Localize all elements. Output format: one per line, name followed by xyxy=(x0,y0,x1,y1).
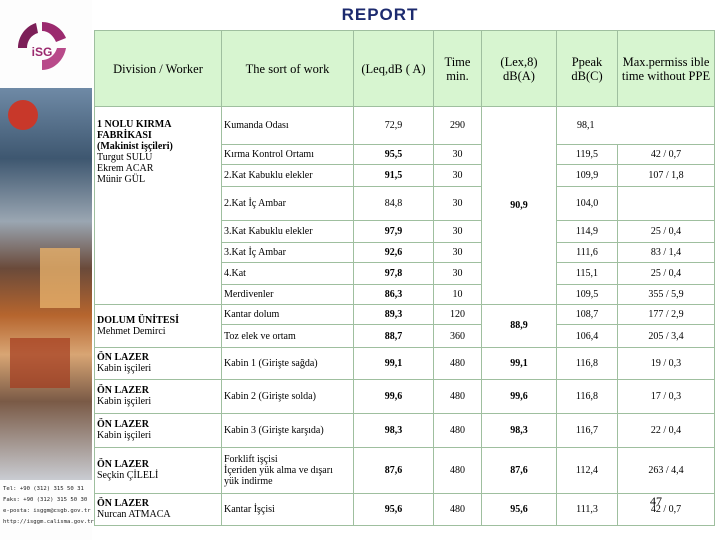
work-cell: Kırma Kontrol Ortamı xyxy=(222,145,354,165)
leq-cell: 89,3 xyxy=(354,305,434,325)
ppeak-cell: 111,3 xyxy=(557,493,618,525)
lex-cell: 95,6 xyxy=(482,493,557,525)
ppeak-cell: 98,1 xyxy=(557,107,715,145)
logo-text: iSG xyxy=(31,45,53,59)
header-time: Time min. xyxy=(434,31,482,107)
table-row xyxy=(95,413,715,447)
ppeak-cell: 116,7 xyxy=(557,413,618,447)
work-cell: Merdivenler xyxy=(222,285,354,305)
report-table xyxy=(94,30,715,526)
ppeak-cell: 104,0 xyxy=(557,187,618,221)
ppeak-cell: 119,5 xyxy=(557,145,618,165)
work-cell: 3.Kat İç Ambar xyxy=(222,243,354,263)
page-number: 47 xyxy=(650,494,662,508)
table-row xyxy=(95,347,715,379)
time-cell: 120 xyxy=(434,305,482,325)
ppeak-cell: 112,4 xyxy=(557,447,618,493)
time-cell: 480 xyxy=(434,447,482,493)
leq-cell: 88,7 xyxy=(354,325,434,347)
isg-logo-icon xyxy=(12,18,72,74)
leq-cell: 95,5 xyxy=(354,145,434,165)
time-cell: 480 xyxy=(434,493,482,525)
table-row xyxy=(95,447,715,493)
contact-info xyxy=(3,484,94,528)
time-cell: 30 xyxy=(434,165,482,187)
header-row xyxy=(95,31,715,107)
time-cell: 480 xyxy=(434,413,482,447)
group-laser-2: ÖN LAZER Kabin işçileri xyxy=(95,379,222,413)
ppeak-cell: 109,5 xyxy=(557,285,618,305)
max-cell: 22 / 0,4 xyxy=(618,413,715,447)
time-cell: 30 xyxy=(434,263,482,285)
work-cell: Forklift işçisi İçeriden yük alma ve dışarı yük indirme xyxy=(222,447,354,493)
time-cell: 290 xyxy=(434,107,482,145)
max-cell: 25 / 0,4 xyxy=(618,263,715,285)
header-work: The sort of work xyxy=(222,31,354,107)
max-cell: 42 / 0,7 xyxy=(618,145,715,165)
leq-cell: 87,6 xyxy=(354,447,434,493)
contact-email: e-posta: isggm@csgb.gov.tr xyxy=(3,508,91,514)
lex-cell: 99,6 xyxy=(482,379,557,413)
max-cell: 205 / 3,4 xyxy=(618,325,715,347)
work-cell: Toz elek ve ortam xyxy=(222,325,354,347)
table-row xyxy=(95,379,715,413)
workers-photo xyxy=(0,88,92,480)
max-cell xyxy=(618,187,715,221)
work-cell: Kantar dolum xyxy=(222,305,354,325)
max-cell: 263 / 4,4 xyxy=(618,447,715,493)
work-cell: 2.Kat İç Ambar xyxy=(222,187,354,221)
time-cell: 30 xyxy=(434,221,482,243)
lex-merged-dolum: 88,9 xyxy=(482,305,557,347)
time-cell: 480 xyxy=(434,379,482,413)
work-cell: Kabin 2 (Girişte solda) xyxy=(222,379,354,413)
max-cell: 355 / 5,9 xyxy=(618,285,715,305)
max-cell: 107 / 1,8 xyxy=(618,165,715,187)
lex-cell: 99,1 xyxy=(482,347,557,379)
ppeak-cell: 116,8 xyxy=(557,347,618,379)
work-cell: 3.Kat Kabuklu elekler xyxy=(222,221,354,243)
table-row xyxy=(95,493,715,525)
work-cell: Kabin 1 (Girişte sağda) xyxy=(222,347,354,379)
group-laser-5: ÖN LAZER Nurcan ATMACA xyxy=(95,493,222,525)
contact-phone: Tel: +90 (312) 315 50 31 xyxy=(3,486,84,492)
ppeak-cell: 114,9 xyxy=(557,221,618,243)
contact-fax: Faks: +90 (312) 315 50 30 xyxy=(3,497,88,503)
group-dolum: DOLUM ÜNİTESİ Mehmet Demirci xyxy=(95,305,222,347)
header-division: Division / Worker xyxy=(95,31,222,107)
time-cell: 30 xyxy=(434,145,482,165)
header-lex: (Lex,8) dB(A) xyxy=(482,31,557,107)
ppeak-cell: 116,8 xyxy=(557,379,618,413)
leq-cell: 91,5 xyxy=(354,165,434,187)
leq-cell: 72,9 xyxy=(354,107,434,145)
page-title: REPORT xyxy=(341,5,419,24)
lex-cell: 98,3 xyxy=(482,413,557,447)
table-row xyxy=(95,107,715,145)
time-cell: 10 xyxy=(434,285,482,305)
leq-cell: 92,6 xyxy=(354,243,434,263)
leq-cell: 99,1 xyxy=(354,347,434,379)
leq-cell: 99,6 xyxy=(354,379,434,413)
group-laser-3: ÖN LAZER Kabin işçileri xyxy=(95,413,222,447)
max-cell: 17 / 0,3 xyxy=(618,379,715,413)
work-cell: Kabin 3 (Girişte karşıda) xyxy=(222,413,354,447)
group-kirma: 1 NOLU KIRMA FABRİKASI (Makinist işçileri) Turgut SULU Ekrem ACAR Münir GÜL xyxy=(95,107,222,305)
leq-cell: 86,3 xyxy=(354,285,434,305)
ppeak-cell: 106,4 xyxy=(557,325,618,347)
work-cell: 4.Kat xyxy=(222,263,354,285)
group-laser-4: ÖN LAZER Seçkin ÇİLELİ xyxy=(95,447,222,493)
max-cell: 25 / 0,4 xyxy=(618,221,715,243)
leq-cell: 84,8 xyxy=(354,187,434,221)
leq-cell: 97,8 xyxy=(354,263,434,285)
lex-merged-kirma: 90,9 xyxy=(482,107,557,305)
lex-cell: 87,6 xyxy=(482,447,557,493)
group-laser-1: ÖN LAZER Kabin işçileri xyxy=(95,347,222,379)
header-max: Max.permiss ible time without PPE xyxy=(618,31,715,107)
work-cell: 2.Kat Kabuklu elekler xyxy=(222,165,354,187)
sidebar xyxy=(0,0,92,540)
max-cell: 83 / 1,4 xyxy=(618,243,715,263)
max-cell: 42 / 0,7 xyxy=(618,493,715,525)
ppeak-cell: 115,1 xyxy=(557,263,618,285)
table-row xyxy=(95,305,715,325)
ppeak-cell: 109,9 xyxy=(557,165,618,187)
work-cell: Kantar İşçisi xyxy=(222,493,354,525)
time-cell: 30 xyxy=(434,243,482,263)
header-ppeak: Ppeak dB(C) xyxy=(557,31,618,107)
ppeak-cell: 111,6 xyxy=(557,243,618,263)
ppeak-cell: 108,7 xyxy=(557,305,618,325)
time-cell: 30 xyxy=(434,187,482,221)
max-cell: 177 / 2,9 xyxy=(618,305,715,325)
leq-cell: 95,6 xyxy=(354,493,434,525)
work-cell: Kumanda Odası xyxy=(222,107,354,145)
leq-cell: 97,9 xyxy=(354,221,434,243)
time-cell: 360 xyxy=(434,325,482,347)
header-leq: (Leq,dB ( A) xyxy=(354,31,434,107)
time-cell: 480 xyxy=(434,347,482,379)
max-cell: 19 / 0,3 xyxy=(618,347,715,379)
contact-url: http://isggm.calisma.gov.tr xyxy=(3,519,94,525)
leq-cell: 98,3 xyxy=(354,413,434,447)
